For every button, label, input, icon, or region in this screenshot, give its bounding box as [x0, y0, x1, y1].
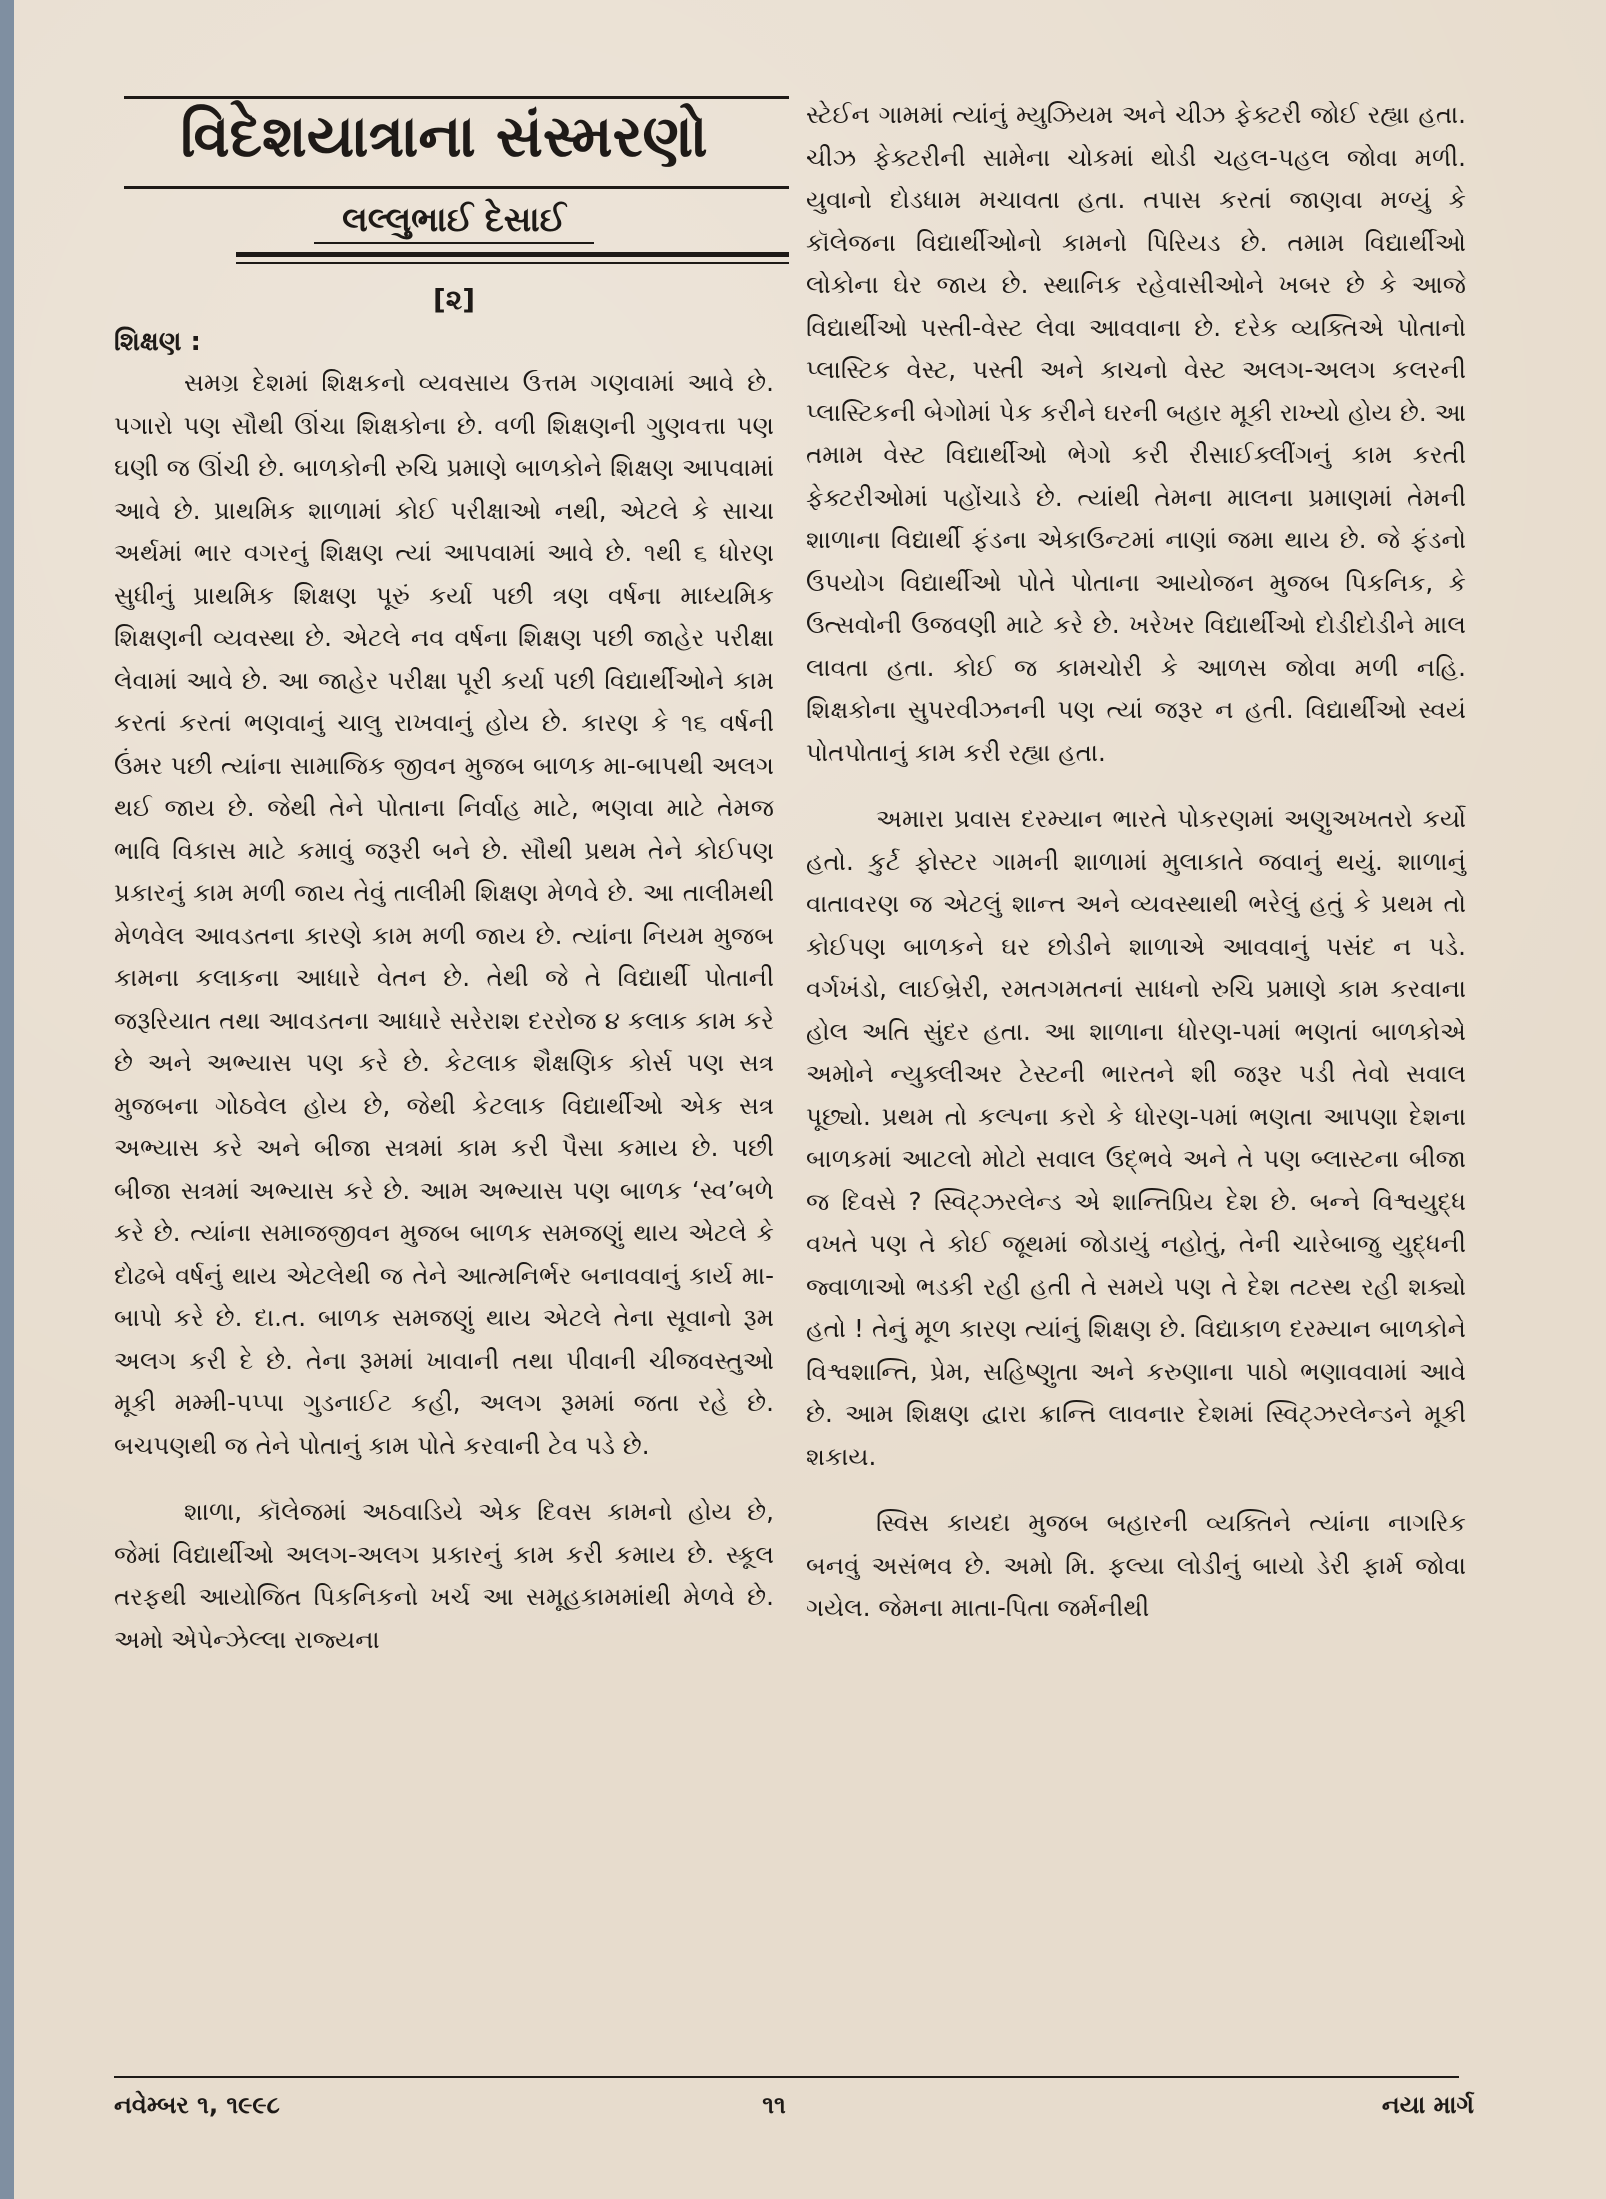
article-title: વિદેશયાત્રાના સંસ્મરણો — [180, 102, 708, 170]
part-number: [૨] — [432, 283, 476, 316]
header-double-rule-1 — [236, 252, 789, 257]
author-underline — [314, 242, 594, 244]
right-paragraph-3: સ્વિસ કાયદા મુજબ બહારની વ્યક્તિને ત્યાંના નાગરિક બનવું અસંભવ છે. અમો મિ. ફલ્યા લોડીનું બાયો ડેરી ફાર્મ જોવા ગયેલ. જેમના માતા-પિતા જર્મનીથી — [806, 1508, 1466, 1622]
left-paragraph-1: સમગ્ર દેશમાં શિક્ષકનો વ્યવસાય ઉત્તમ ગણવામાં આવે છે. પગારો પણ સૌથી ઊંચા શિક્ષકોના છે. વળી શિક્ષણની ગુણવત્તા પણ ઘણી જ ઊંચી છે. બાળકોની રુચિ પ્રમાણે બાળકોને શિક્ષણ આપવામાં આવે છે. પ્રાથમિક શાળામાં કોઈ પરીક્ષાઓ નથી, એટલે કે સાચા અર્થમાં ભાર વગરનું શિક્ષણ ત્યાં આપવામાં આવે છે. ૧થી ૬ ધોરણ સુધીનું પ્રાથમિક શિક્ષણ પૂરું કર્યા પછી ત્રણ વર્ષના માધ્યમિક શિક્ષણની વ્યવસ્થા છે. એટલે નવ વર્ષના શિક્ષણ પછી જાહેર પરીક્ષા લેવામાં આવે છે. આ જાહેર પરીક્ષા પૂરી કર્યા પછી વિદ્યાર્થીઓને કામ કરતાં કરતાં ભણવાનું ચાલુ રાખવાનું હોય છે. કારણ કે ૧૬ વર્ષની ઉંમર પછી ત્યાંના સામાજિક જીવન મુજબ બાળક મા-બાપથી અલગ થઈ જાય છે. જેથી તેને પોતાના નિર્વાહ માટે, ભણવા માટે તેમજ ભાવિ વિકાસ માટે કમાવું જરૂરી બને છે. સૌથી પ્રથમ તેને કોઈપણ પ્રકારનું કામ મળી જાય તેવું તાલીમી શિક્ષણ મેળવે છે. આ તાલીમથી મેળવેલ આવડતના કારણે કામ મળી જાય છે. ત્યાંના નિયમ મુજબ કામના કલાકના આધારે વેતન છે. તેથી જે તે વિદ્યાર્થી પોતાની જરૂરિયાત તથા આવડતના આધારે સરેરાશ દરરોજ ૪ કલાક કામ કરે છે અને અભ્યાસ પણ કરે છે. કેટલાક શૈક્ષણિક કોર્સ પણ સત્ર મુજબના ગોઠવેલ હોય છે, જેથી કેટલાક વિદ્યાર્થીઓ એક સત્ર અભ્યાસ કરે અને બીજા સત્રમાં કામ કરી પૈસા કમાય છે. પછી બીજા સત્રમાં અભ્યાસ કરે છે. આમ અભ્યાસ પણ બાળક ‘સ્વ’બળે કરે છે. ત્યાંના સમાજજીવન મુજબ બાળક સમજણું થાય એટલે કે દોઢબે વર્ષનું થાય એટલેથી જ તેને આત્મનિર્ભર બનાવવાનું કાર્ય મા-બાપો કરે છે. દા.ત. બાળક સમજણું થાય એટલે તેના સૂવાનો રૂમ અલગ કરી દે છે. તેના રૂમમાં ખાવાની તથા પીવાની ચીજવસ્તુઓ મૂકી મમ્મી-પપ્પા ગુડનાઈટ કહી, અલગ રૂમમાં જતા રહે છે. બચપણથી જ તેને પોતાનું કામ પોતે કરવાની ટેવ પડે છે. — [114, 368, 774, 1460]
footer-date: નવેમ્બર ૧, ૧૯૯૮ — [114, 2091, 280, 2119]
right-column — [806, 94, 1466, 2084]
header-double-rule-2 — [236, 262, 789, 264]
magazine-page — [14, 0, 1606, 2199]
article-author: લલ્લુભાઈ દેસાઈ — [342, 200, 566, 240]
section-heading: શિક્ષણ : — [114, 327, 201, 357]
right-paragraph-2: અમારા પ્રવાસ દરમ્યાન ભારતે પોકરણમાં અણુઅખતરો કર્યો હતો. કુર્ટ ફોસ્ટર ગામની શાળામાં મુલાકાતે જવાનું થયું. શાળાનું વાતાવરણ જ એટલું શાન્ત અને વ્યવસ્થાથી ભરેલું હતું કે પ્રથમ તો કોઈપણ બાળકને ઘર છોડીને શાળાએ આવવાનું પસંદ ન પડે. વર્ગખંડો, લાઈબ્રેરી, રમતગમતનાં સાધનો રુચિ પ્રમાણે કામ કરવાના હોલ અતિ સુંદર હતા. આ શાળાના ધોરણ-૫માં ભણતાં બાળકોએ અમોને ન્યુક્લીઅર ટેસ્ટની ભારતને શી જરૂર પડી તેવો સવાલ પૂછ્યો. પ્રથમ તો કલ્પના કરો કે ધોરણ-૫માં ભણતા આપણા દેશના બાળકમાં આટલો મોટો સવાલ ઉદ્‌ભવે અને તે પણ બ્લાસ્ટના બીજા જ દિવસે ? સ્વિટ્ઝરલેન્ડ એ શાન્તિપ્રિય દેશ છે. બન્ને વિશ્વયુદ્ધ વખતે પણ તે કોઈ જૂથમાં જોડાયું નહોતું, તેની ચારેબાજુ યુદ્ધની જ્વાળાઓ ભડકી રહી હતી તે સમયે પણ તે દેશ તટસ્થ રહી શક્યો હતો ! તેનું મૂળ કારણ ત્યાંનું શિક્ષણ છે. વિદ્યાકાળ દરમ્યાન બાળકોને વિશ્વશાન્તિ, પ્રેમ, સહિષ્ણુતા અને કરુણાના પાઠો ભણાવવામાં આવે છે. આમ શિક્ષણ દ્વારા ક્રાન્તિ લાવનાર દેશમાં સ્વિટ્ઝરલેન્ડને મૂકી શકાય. — [806, 804, 1466, 1471]
publication-name: નયા માર્ગ — [1381, 2091, 1474, 2119]
page-number: ૧૧ — [762, 2091, 786, 2119]
left-column — [114, 362, 774, 2062]
right-paragraph-1: સ્ટેઈન ગામમાં ત્યાંનું મ્યુઝિયમ અને ચીઝ ફેક્ટરી જોઈ રહ્યા હતા. ચીઝ ફેક્ટરીની સામેના ચોકમાં થોડી ચહલ-પહલ જોવા મળી. યુવાનો દોડધામ મચાવતા હતા. તપાસ કરતાં જાણવા મળ્યું કે કૉલેજના વિદ્યાર્થીઓનો કામનો પિરિયડ છે. તમામ વિદ્યાર્થીઓ લોકોના ઘેર જાય છે. સ્થાનિક રહેવાસીઓને ખબર છે કે આજે વિદ્યાર્થીઓ પસ્તી-વેસ્ટ લેવા આવવાના છે. દરેક વ્યક્તિએ પોતાનો પ્લાસ્ટિક વેસ્ટ, પસ્તી અને કાચનો વેસ્ટ અલગ-અલગ કલરની પ્લાસ્ટિકની બેગોમાં પેક કરીને ઘરની બહાર મૂકી રાખ્યો હોય છે. આ તમામ વેસ્ટ વિદ્યાર્થીઓ ભેગો કરી રીસાઈક્લીંગનું કામ કરતી ફેક્ટરીઓમાં પહોંચાડે છે. ત્યાંથી તેમના માલના પ્રમાણમાં તેમની શાળાના વિદ્યાર્થી ફંડના એકાઉન્ટમાં નાણાં જમા થાય છે. જે ફંડનો ઉપયોગ વિદ્યાર્થીઓ પોતે પોતાના આયોજન મુજબ પિકનિક, કે ઉત્સવોની ઉજવણી માટે કરે છે. ખરેખર વિદ્યાર્થીઓ દોડીદોડીને માલ લાવતા હતા. કોઈ જ કામચોરી કે આળસ જોવા મળી નહિ. શિક્ષકોના સુપરવીઝનની પણ ત્યાં જરૂર ન હતી. વિદ્યાર્થીઓ સ્વયં પોતપોતાનું કામ કરી રહ્યા હતા. — [806, 100, 1466, 767]
left-paragraph-2: શાળા, કૉલેજમાં અઠવાડિયે એક દિવસ કામનો હોય છે, જેમાં વિદ્યાર્થીઓ અલગ-અલગ પ્રકારનું કામ કરી કમાય છે. સ્કૂલ તરફથી આયોજિત પિકનિકનો ખર્ચ આ સમૂહકામમાંથી મેળવે છે. અમો એપેન્ઝેલ્લા રાજ્યના — [114, 1497, 774, 1654]
title-bottom-rule — [124, 186, 789, 189]
footer-rule — [114, 2076, 1459, 2078]
